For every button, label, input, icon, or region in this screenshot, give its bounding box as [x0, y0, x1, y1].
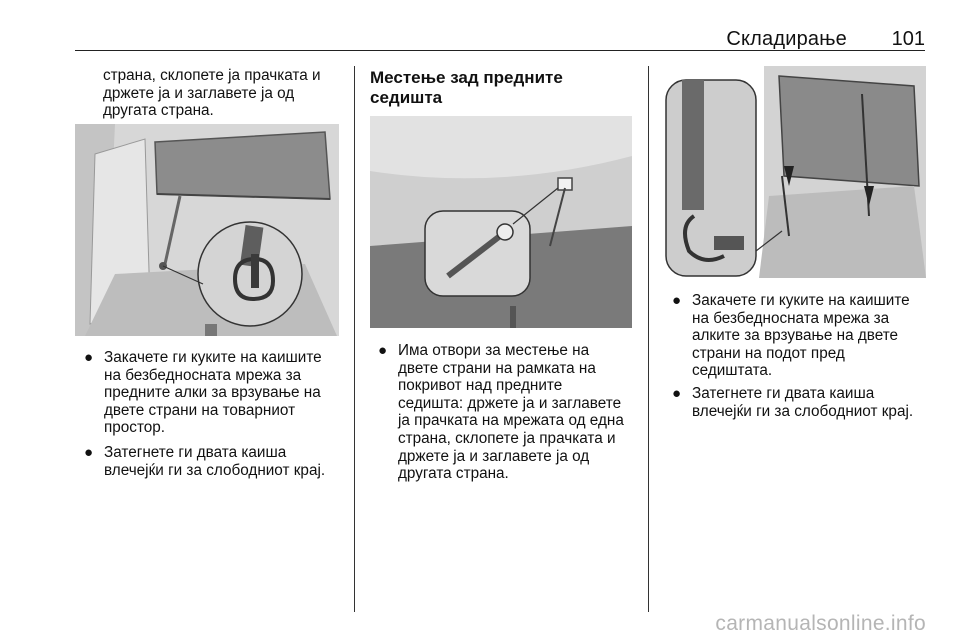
figure-roof-mount	[370, 116, 632, 328]
text-line: седиштата.	[692, 362, 773, 380]
text-line: на безбедносната мрежа за	[104, 366, 302, 384]
illustration-rear-cargo	[75, 124, 339, 336]
text-line: двете страни на товарниот	[104, 401, 296, 419]
figure-floor-rings	[664, 66, 926, 278]
page-header	[75, 28, 925, 52]
watermark: carmanualsonline.info	[715, 612, 926, 635]
text-line: алките за врзување на двете	[692, 327, 899, 345]
text-line: предните алки за врзување на	[104, 384, 321, 402]
text-line: двете страни на рамката на	[398, 359, 596, 377]
list-item-hook-straps	[84, 349, 346, 437]
text-line: влечејќи ги за слободниот крај.	[692, 402, 914, 420]
text-line: држете ја и заглавете ја од	[103, 84, 295, 102]
column-divider-1	[354, 66, 355, 612]
text-line: покривот над предните	[398, 377, 563, 395]
text-line: Затегнете ги двата каиша	[104, 444, 287, 461]
bullet-icon: ●	[672, 385, 682, 402]
text-line: влечејќи ги за слободниот крај.	[104, 461, 326, 479]
header-divider	[75, 50, 925, 51]
page-number: 101	[891, 28, 925, 50]
text-line: другата страна.	[398, 465, 509, 483]
heading-line: седишта	[370, 88, 443, 107]
list-item-roof-openings	[378, 342, 644, 483]
bullet-icon: ●	[378, 342, 388, 359]
text-line: држете ја и заглавете ја од	[398, 447, 590, 465]
section-heading	[370, 68, 563, 108]
text-line: седишта: држете ја и заглавете	[398, 394, 622, 412]
continuation-text	[103, 67, 321, 120]
list-item-tighten-straps-2	[672, 385, 940, 420]
section-title: Складирање	[726, 28, 847, 50]
text-line: страна, склопете ја прачката и	[103, 67, 321, 84]
bullet-icon: ●	[84, 444, 94, 461]
heading-line: Местење зад предните	[370, 68, 563, 87]
text-line: Закачете ги куките на каишите	[104, 349, 322, 366]
illustration-floor-mount	[664, 66, 926, 278]
text-line: Има отвори за местење на	[398, 342, 590, 359]
bullet-icon: ●	[84, 349, 94, 366]
bullet-icon: ●	[672, 292, 682, 309]
list-item-floor-hooks	[672, 292, 934, 380]
text-line: ја прачката на мрежата од една	[398, 412, 624, 430]
list-item-tighten-straps	[84, 444, 352, 479]
figure-cargo-net-rear	[75, 124, 339, 336]
illustration-roof-frame	[370, 116, 632, 328]
text-line: страна, склопете ја прачката и	[398, 429, 616, 447]
text-line: простор.	[104, 419, 166, 437]
text-line: Затегнете ги двата каиша	[692, 385, 875, 402]
text-line: другата страна.	[103, 102, 214, 120]
text-line: на безбедносната мрежа за	[692, 309, 890, 327]
column-divider-2	[648, 66, 649, 612]
text-line: страни на подот пред	[692, 344, 845, 362]
text-line: Закачете ги куките на каишите	[692, 292, 910, 309]
